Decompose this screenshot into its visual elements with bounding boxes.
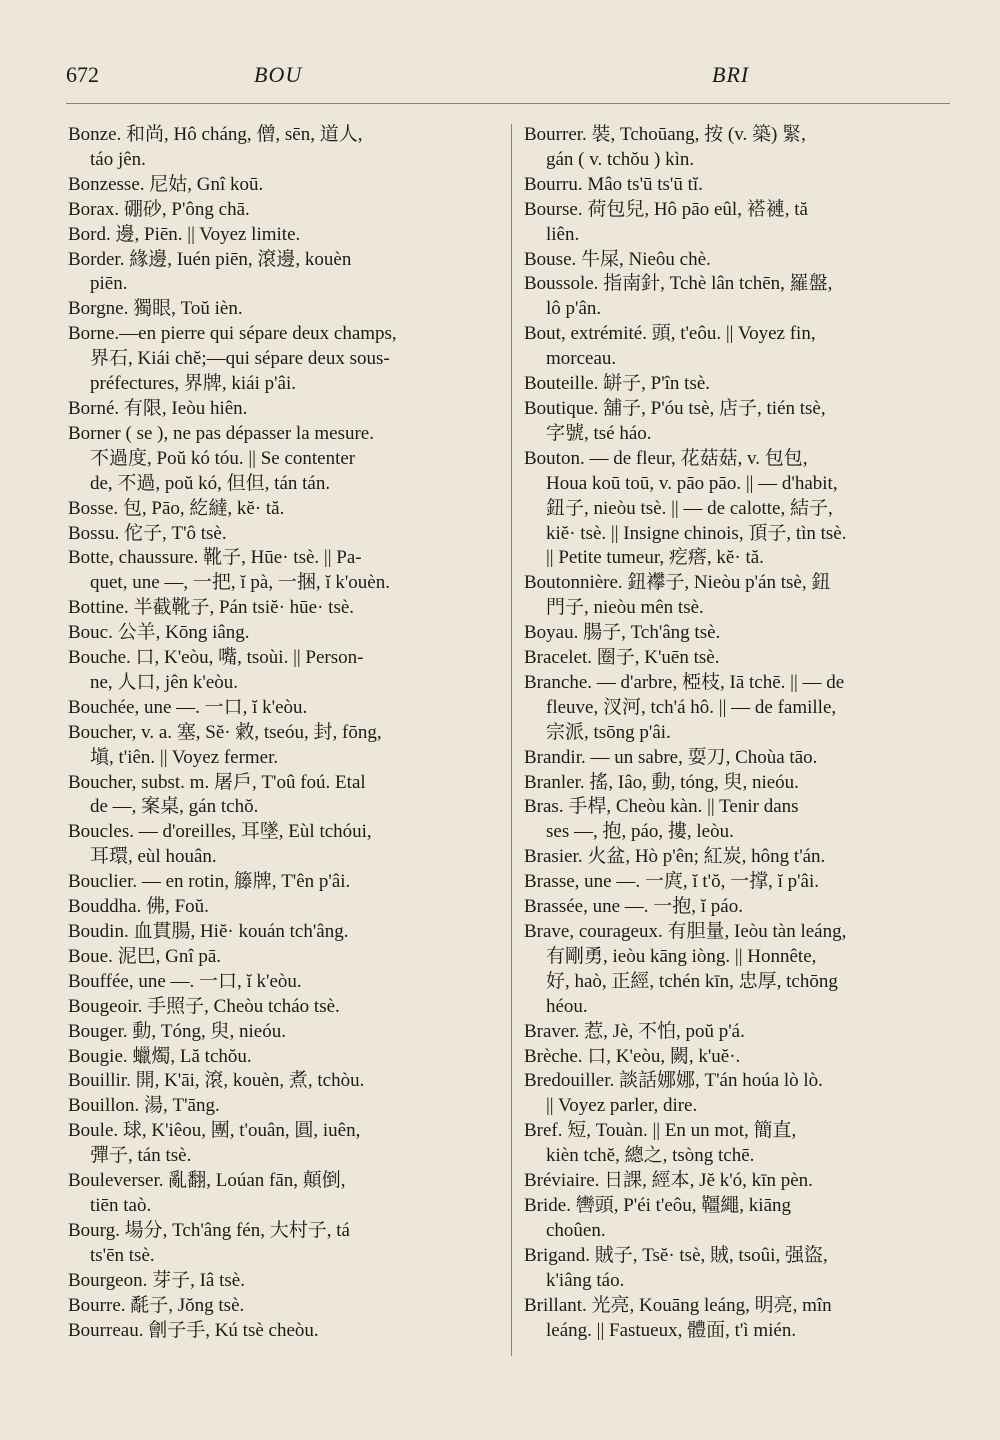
entry-continuation-line: ts'ēn tsè. <box>90 1244 155 1266</box>
entry-line: Bref. 短, Touàn. || En un mot, 簡直, <box>524 1120 797 1142</box>
entry-continuation-line: 界石, Kiái chĕ;—qui sépare deux sous- <box>90 348 390 370</box>
dictionary-entry <box>524 1169 948 1194</box>
entry-line: Bouc. 公羊, Kōng iâng. <box>68 622 250 644</box>
entry-line: Bouddha. 佛, Foŭ. <box>68 896 209 918</box>
entry-continuation-line: táo jên. <box>90 148 146 170</box>
entry-line: Border. 緣邊, Iuén piēn, 滾邊, kouèn <box>68 248 352 270</box>
entry-line: Bougie. 蠟燭, Lă tchŏu. <box>68 1045 252 1067</box>
left-column <box>68 123 498 1343</box>
entry-line: Bourgeon. 芽子, Iâ tsè. <box>68 1269 245 1291</box>
dictionary-entry <box>524 771 948 796</box>
entry-line: Bouger. 動, Tóng, 臾, nieóu. <box>68 1020 286 1042</box>
entry-line: Bouchée, une —. 一口, ĭ k'eòu. <box>68 696 308 718</box>
dictionary-entry <box>524 123 948 173</box>
entry-continuation-line: 耳環, eùl houân. <box>90 846 217 868</box>
entry-continuation-line: 門子, nieòu mên tsè. <box>546 597 704 619</box>
dictionary-entry <box>524 621 948 646</box>
entry-continuation-line: || Petite tumeur, 疙瘩, kĕ· tă. <box>546 547 764 569</box>
dictionary-entry <box>524 1294 948 1344</box>
entry-line: Brillant. 光亮, Kouāng leáng, 明亮, mîn <box>524 1294 832 1316</box>
entry-line: Bras. 手桿, Cheòu kàn. || Tenir dans <box>524 796 799 818</box>
entry-line: Brigand. 賊子, Tsĕ· tsè, 賊, tsoûi, 强盜, <box>524 1244 828 1266</box>
entry-line: Boule. 球, K'iêou, 團, t'ouân, 圓, iuên, <box>68 1120 361 1142</box>
dictionary-entry <box>524 322 948 372</box>
entry-line: Boudin. 血貫腸, Hiĕ· kouán tch'âng. <box>68 921 349 942</box>
entry-line: Borner ( se ), ne pas dépasser la mesure. <box>68 422 374 444</box>
entry-continuation-line: kièn tchĕ, 總之, tsòng tchē. <box>546 1145 755 1167</box>
entry-line: Borné. 有限, Ieòu hiên. <box>68 397 248 419</box>
entry-line: Bossu. 佗子, T'ô tsè. <box>68 522 227 544</box>
dictionary-entry <box>68 1319 498 1344</box>
entry-line: Bouleverser. 亂翻, Loúan fān, 顛倒, <box>68 1170 346 1192</box>
right-guide-word: BRI <box>712 62 750 87</box>
dictionary-entry <box>68 248 498 298</box>
entry-line: Bouse. 牛屎, Nieôu chè. <box>524 248 711 270</box>
entry-continuation-line: ses —, 抱, páo, 摟, leòu. <box>546 821 734 843</box>
entry-line: Boucles. — d'oreilles, 耳墜, Eùl tchóui, <box>68 821 372 843</box>
entry-line: Bourrer. 裝, Tchoūang, 按 (v. 築) 緊, <box>524 124 806 145</box>
column-divider <box>511 124 512 1356</box>
entry-line: Bord. 邊, Piēn. || Voyez limite. <box>68 223 301 245</box>
dictionary-entry <box>68 173 498 198</box>
dictionary-entry <box>524 646 948 671</box>
entry-continuation-line: morceau. <box>546 348 617 370</box>
entry-continuation-line: 彈子, tán tsè. <box>90 1145 192 1167</box>
entry-line: Botte, chaussure. 靴子, Hūe· tsè. || Pa- <box>68 547 362 569</box>
dictionary-entry <box>68 596 498 621</box>
entry-continuation-line: 字號, tsé háo. <box>546 422 652 444</box>
dictionary-entry <box>524 920 948 1020</box>
dictionary-entry <box>68 1094 498 1119</box>
dictionary-entry <box>524 173 948 198</box>
entry-line: Bouche. 口, K'eòu, 嘴, tsoùi. || Person- <box>68 647 364 669</box>
entry-line: Boutique. 舖子, P'óu tsè, 店子, tién tsè, <box>524 397 826 419</box>
dictionary-entry <box>68 970 498 995</box>
dictionary-entry <box>524 895 948 920</box>
dictionary-entry <box>68 945 498 970</box>
entry-continuation-line: leáng. || Fastueux, 體面, t'ì mién. <box>546 1319 797 1341</box>
entry-line: Boussole. 指南針, Tchè lân tchēn, 羅盤, <box>524 273 833 295</box>
entry-line: Bouclier. — en rotin, 籐牌, T'ên p'âi. <box>68 871 351 893</box>
entry-line: Bourre. 氄子, Jŏng tsè. <box>68 1294 245 1316</box>
entry-line: Bracelet. 圈子, K'uēn tsè. <box>524 647 720 669</box>
dictionary-entry <box>524 1045 948 1070</box>
dictionary-entry <box>68 1269 498 1294</box>
entry-line: Brasse, une —. 一庹, ĭ t'ŏ, 一撑, ĭ p'âi. <box>524 871 819 893</box>
entry-line: Branler. 搖, Iâo, 動, tóng, 臾, nieóu. <box>524 771 799 793</box>
dictionary-entry <box>524 795 948 845</box>
dictionary-entry <box>524 1119 948 1169</box>
entry-line: Bride. 轡頭, P'éi t'eôu, 韁繩, kiāng <box>524 1194 792 1216</box>
dictionary-entry <box>68 198 498 223</box>
dictionary-entry <box>68 397 498 422</box>
dictionary-entry <box>68 920 498 945</box>
entry-line: Braver. 惹, Jè, 不怕, poŭ p'á. <box>524 1020 745 1042</box>
dictionary-entry <box>524 272 948 322</box>
entry-line: Boue. 泥巴, Gnî pā. <box>68 945 222 967</box>
dictionary-entry <box>524 198 948 248</box>
entry-continuation-line: héou. <box>546 995 588 1017</box>
entry-line: Branche. — d'arbre, 椏枝, Iā tchē. || — de <box>524 671 845 693</box>
entry-continuation-line: quet, une —, 一把, ĭ pà, 一捆, ĭ k'ouèn. <box>90 572 390 594</box>
dictionary-entry <box>68 1020 498 1045</box>
dictionary-entry <box>524 1194 948 1244</box>
dictionary-entry <box>524 248 948 273</box>
entry-continuation-line: choûen. <box>546 1219 606 1241</box>
dictionary-entry <box>524 746 948 771</box>
entry-line: Brassée, une —. 一抱, ĭ páo. <box>524 896 743 918</box>
entry-line: Boucher, subst. m. 屠戶, T'oû foú. Etal <box>68 771 366 793</box>
dictionary-entry <box>68 771 498 821</box>
entry-line: Bouffée, une —. 一口, ĭ k'eòu. <box>68 970 302 992</box>
dictionary-entry <box>68 721 498 771</box>
dictionary-entry <box>524 671 948 746</box>
entry-continuation-line: préfectures, 界牌, kiái p'âi. <box>90 373 297 395</box>
dictionary-entry <box>68 1069 498 1094</box>
entry-line: Borax. 硼砂, P'ông chā. <box>68 198 250 220</box>
dictionary-entry <box>68 1169 498 1219</box>
dictionary-entry <box>524 397 948 447</box>
entry-continuation-line: 鈕子, nieòu tsè. || — de calotte, 結子, <box>546 497 833 519</box>
dictionary-entry <box>68 696 498 721</box>
dictionary-entry <box>68 1045 498 1070</box>
entry-line: Boutonnière. 鈕襻子, Nieòu p'án tsè, 鈕 <box>524 572 831 594</box>
dictionary-entry <box>68 621 498 646</box>
entry-continuation-line: de, 不過, poŭ kó, 但但, tán tán. <box>90 472 331 494</box>
dictionary-entry <box>524 447 948 572</box>
dictionary-entry <box>68 223 498 248</box>
dictionary-entry <box>68 870 498 895</box>
entry-line: Bout, extrémité. 頭, t'eôu. || Voyez fin, <box>524 323 816 345</box>
entry-line: Boyau. 腸子, Tch'âng tsè. <box>524 622 721 644</box>
entry-continuation-line: k'iâng táo. <box>546 1269 625 1291</box>
right-column <box>524 123 948 1343</box>
entry-line: Brave, courageux. 有胆量, Ieòu tàn leáng, <box>524 921 847 942</box>
entry-continuation-line: 不過度, Poŭ kó tóu. || Se contenter <box>90 447 356 469</box>
dictionary-entry <box>68 820 498 870</box>
entry-line: Borgne. 獨眼, Toŭ ièn. <box>68 298 243 320</box>
dictionary-entry <box>68 297 498 322</box>
entry-line: Bonzesse. 尼姑, Gnî koū. <box>68 173 264 195</box>
entry-line: Brandir. — un sabre, 耍刀, Choùa tāo. <box>524 746 818 768</box>
entry-line: Bouteille. 缾子, P'în tsè. <box>524 373 711 395</box>
entry-continuation-line: 宗派, tsōng p'âi. <box>546 721 671 743</box>
entry-continuation-line: tiēn taò. <box>90 1194 152 1216</box>
entry-continuation-line: 塡, t'iên. || Voyez fermer. <box>90 746 279 768</box>
entry-line: Bouton. — de fleur, 花菇菇, v. 包包, <box>524 447 808 469</box>
dictionary-entry <box>524 870 948 895</box>
entry-line: Bouillir. 開, K'āi, 滾, kouèn, 煮, tchòu. <box>68 1070 365 1092</box>
entry-continuation-line: kiĕ· tsè. || Insigne chinois, 頂子, tìn tsè. <box>546 522 847 544</box>
dictionary-entry <box>68 995 498 1020</box>
dictionary-entry <box>68 422 498 497</box>
entry-continuation-line: lô p'ân. <box>546 298 602 320</box>
dictionary-entry <box>68 646 498 696</box>
header-rule <box>66 103 950 104</box>
dictionary-entry <box>68 123 498 173</box>
entry-line: Bottine. 半截靴子, Pán tsiĕ· hūe· tsè. <box>68 597 355 619</box>
left-guide-word: BOU <box>254 62 303 87</box>
dictionary-entry <box>68 497 498 522</box>
entry-line: Bonze. 和尚, Hô cháng, 僧, sēn, 道人, <box>68 124 363 145</box>
entry-line: Bosse. 包, Pāo, 紇繨, kĕ· tă. <box>68 497 285 519</box>
entry-continuation-line: Houa koū toū, v. pāo pāo. || — d'habit, <box>546 472 838 494</box>
entry-line: Bourg. 場分, Tch'âng fén, 大村子, tá <box>68 1219 350 1241</box>
dictionary-entry <box>524 571 948 621</box>
entry-continuation-line: de —, 案桌, gán tchŏ. <box>90 796 259 818</box>
dictionary-entry <box>68 1294 498 1319</box>
dictionary-entry <box>68 1219 498 1269</box>
entry-line: Bougeoir. 手照子, Cheòu tcháo tsè. <box>68 995 340 1017</box>
entry-continuation-line: 有剛勇, ieòu kāng iòng. || Honnête, <box>546 945 817 967</box>
entry-line: Bréviaire. 日課, 經本, Jĕ k'ó, kīn pèn. <box>524 1170 813 1192</box>
dictionary-entry <box>68 895 498 920</box>
entry-line: Bourse. 荷包兒, Hô pāo eûl, 褡褳, tă <box>524 198 808 220</box>
entry-continuation-line: || Voyez parler, dire. <box>546 1095 698 1117</box>
dictionary-entry <box>524 1069 948 1119</box>
entry-continuation-line: 好, haò, 正經, tchén kīn, 忠厚, tchōng <box>546 970 838 992</box>
dictionary-entry <box>524 845 948 870</box>
dictionary-entry <box>524 1244 948 1294</box>
entry-continuation-line: piēn. <box>90 273 128 295</box>
page-number: 672 <box>66 62 99 87</box>
dictionary-entry <box>68 1119 498 1169</box>
dictionary-entry <box>68 322 498 397</box>
entry-continuation-line: fleuve, 汊河, tch'á hô. || — de famille, <box>546 696 837 718</box>
dictionary-entry <box>68 546 498 596</box>
entry-line: Bourru. Mâo ts'ū ts'ū tĭ. <box>524 173 703 195</box>
entry-line: Bredouiller. 談話娜娜, T'án hoúa lò lò. <box>524 1070 823 1092</box>
dictionary-entry <box>524 1020 948 1045</box>
entry-continuation-line: gán ( v. tchŏu ) kìn. <box>546 148 695 170</box>
entry-line: Boucher, v. a. 塞, Sĕ· 敹, tseóu, 封, fōng, <box>68 721 382 743</box>
dictionary-entry <box>524 372 948 397</box>
dictionary-entry <box>68 522 498 547</box>
entry-line: Brasier. 火盆, Hò p'ên; 紅炭, hông t'án. <box>524 846 826 868</box>
entry-continuation-line: liên. <box>546 223 580 245</box>
entry-line: Bourreau. 劊子手, Kú tsè cheòu. <box>68 1319 319 1341</box>
entry-line: Bouillon. 湯, T'āng. <box>68 1095 220 1117</box>
entry-line: Brèche. 口, K'eòu, 闕, k'uĕ·. <box>524 1045 741 1067</box>
entry-continuation-line: ne, 人口, jên k'eòu. <box>90 671 239 693</box>
entry-line: Borne.—en pierre qui sépare deux champs, <box>68 323 397 345</box>
